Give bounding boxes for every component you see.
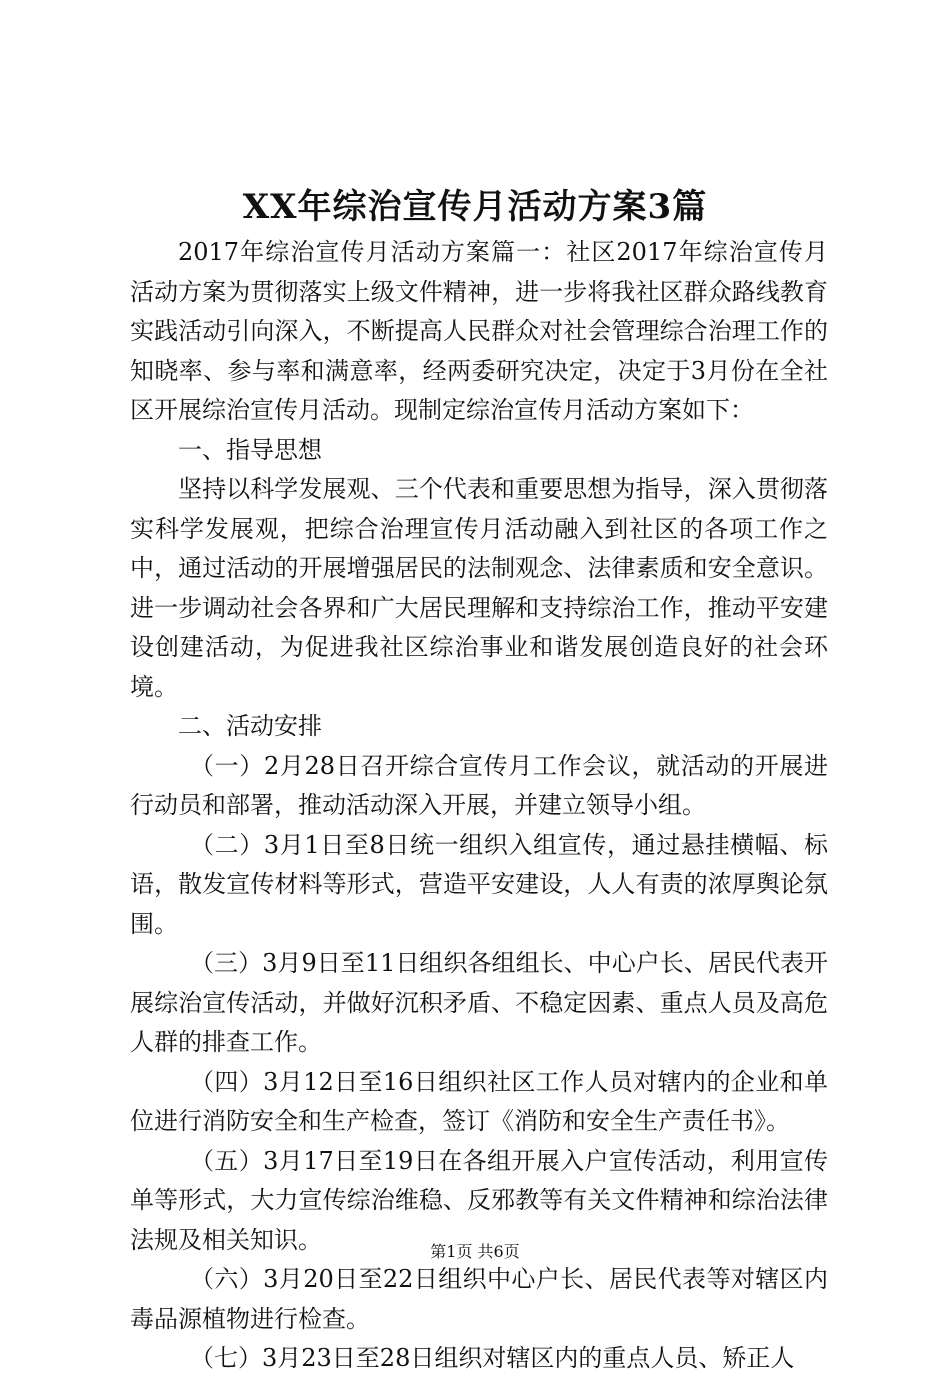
- activity-item-7: （七）3月23日至28日组织对辖区内的重点人员、矫正人: [190, 1344, 795, 1372]
- activity-item-5: （五）3月17日至19日在各组开展入户宣传活动，利用宣传单等形式，大力宣传综治维稳、反邪教等有关文件精神和综治法律法规及相关知识。: [130, 1146, 828, 1254]
- activity-item-1: （一）2月28日召开综合宣传月工作会议，就活动的开展进行动员和部署，推动活动深入开展，并建立领导小组。: [130, 751, 828, 819]
- activity-item-4: （四）3月12日至16日组织社区工作人员对辖内的企业和单位进行消防安全和生产检查，签订《消防和安全生产责任书》。: [130, 1067, 828, 1135]
- activity-item-6: （六）3月20日至22日组织中心户长、居民代表等对辖区内毒品源植物进行检查。: [130, 1265, 828, 1333]
- page-number-footer: 第1页 共6页: [430, 1242, 520, 1261]
- document-body: [130, 233, 828, 1379]
- intro-paragraph: 2017年综治宣传月活动方案篇一：社区2017年综治宣传月活动方案为贯彻落实上级文件精神，进一步将我社区群众路线教育实践活动引向深入，不断提高人民群众对社会管理综合治理工作的知晓率、参与率和满意率，经两委研究决定，决定于3月份在全社区开展综治宣传月活动。现制定综治宣传月活动方案如下：: [130, 238, 828, 424]
- guiding-thought-paragraph: 坚持以科学发展观、三个代表和重要思想为指导，深入贯彻落实科学发展观，把综合治理宣传月活动融入到社区的各项工作之中，通过活动的开展增强居民的法制观念、法律素质和安全意识。进一步调动社会各界和广大居民理解和支持综治工作，推动平安建设创建活动，为促进我社区综治事业和谐发展创造良好的社会环境。: [130, 475, 828, 701]
- document-title: XX年综治宣传月活动方案3篇: [242, 187, 708, 227]
- activity-item-2: （二）3月1日至8日统一组织入组宣传，通过悬挂横幅、标语，散发宣传材料等形式，营造平安建设，人人有责的浓厚舆论氛围。: [130, 830, 828, 938]
- section-heading-activity-plan: 二、活动安排: [178, 712, 322, 740]
- activity-item-3: （三）3月9日至11日组织各组组长、中心户长、居民代表开展综治宣传活动，并做好沉积矛盾、不稳定因素、重点人员及高危人群的排查工作。: [130, 949, 828, 1056]
- section-heading-guiding-thought: 一、指导思想: [178, 435, 322, 464]
